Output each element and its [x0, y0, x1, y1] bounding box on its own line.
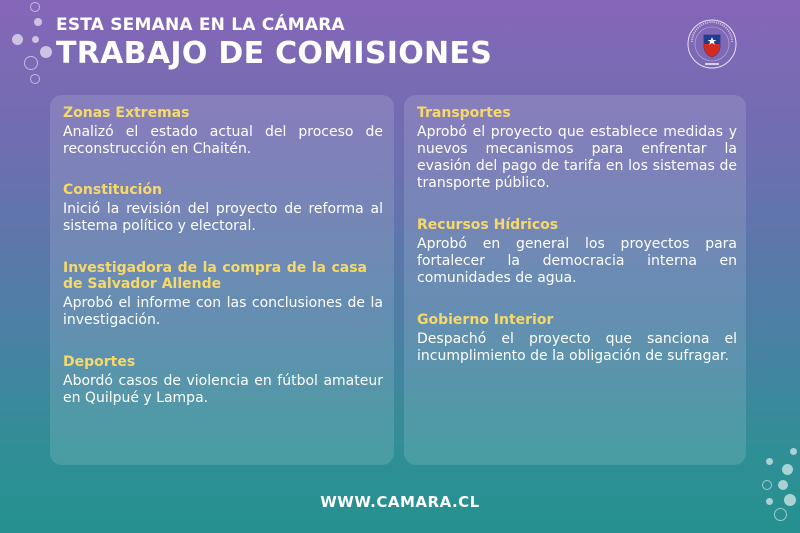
- item-text: Aprobó en general los proyectos para fortalecer la democracia interna en comunidades de agua.: [417, 236, 737, 286]
- item-title: Deportes: [63, 354, 136, 370]
- list-item: [63, 260, 383, 329]
- decorative-dot: [790, 448, 797, 455]
- list-item: [63, 105, 383, 158]
- list-item: [417, 312, 737, 365]
- item-title: Investigadora de la compra de la casa de Salvador Allende: [63, 260, 367, 292]
- item-title: Transportes: [417, 105, 511, 121]
- footer-website-link[interactable]: WWW.CAMARA.CL: [320, 493, 480, 511]
- list-item: [417, 105, 737, 192]
- decorative-dot: [12, 34, 23, 45]
- list-item: [63, 182, 383, 235]
- item-text: Inició la revisión del proyecto de reforma al sistema político y electoral.: [63, 201, 383, 234]
- list-item: [417, 217, 737, 287]
- decorative-dot: [766, 458, 773, 465]
- item-title: Zonas Extremas: [63, 105, 190, 121]
- decorative-dot: [782, 464, 793, 475]
- decorative-dot: [30, 2, 40, 12]
- right-panel: [404, 95, 746, 465]
- item-text: Abordó casos de violencia en fútbol amateur en Quilpué y Lampa.: [63, 373, 383, 406]
- decorative-dot: [30, 74, 40, 84]
- shield-emblem-icon: [704, 35, 720, 57]
- item-text: Aprobó el proyecto que establece medidas y nuevos mecanismos para enfrentar la evasión del pago de tarifa en los sistemas de transporte público.: [417, 124, 737, 191]
- header-kicker: ESTA SEMANA EN LA CÁMARA: [56, 15, 345, 35]
- list-item: [63, 354, 383, 407]
- page-title: TRABAJO DE COMISIONES: [56, 36, 493, 71]
- decorative-dot: [32, 36, 39, 43]
- decorative-dot: [778, 480, 788, 490]
- item-text: Despachó el proyecto que sanciona el incumplimiento de la obligación de sufragar.: [417, 331, 737, 364]
- decorative-dot: [40, 46, 52, 58]
- left-panel: [50, 95, 394, 465]
- decorative-dot: [34, 18, 42, 26]
- item-title: Constitución: [63, 182, 163, 198]
- decorative-dot: [24, 56, 38, 70]
- item-text: Aprobó el informe con las conclusiones de la investigación.: [63, 295, 383, 328]
- decorative-dot: [762, 480, 772, 490]
- item-title: Recursos Hídricos: [417, 217, 559, 233]
- camara-logo: [686, 18, 738, 70]
- item-title: Gobierno Interior: [417, 312, 554, 328]
- item-text: Analizó el estado actual del proceso de reconstrucción en Chaitén.: [63, 124, 383, 157]
